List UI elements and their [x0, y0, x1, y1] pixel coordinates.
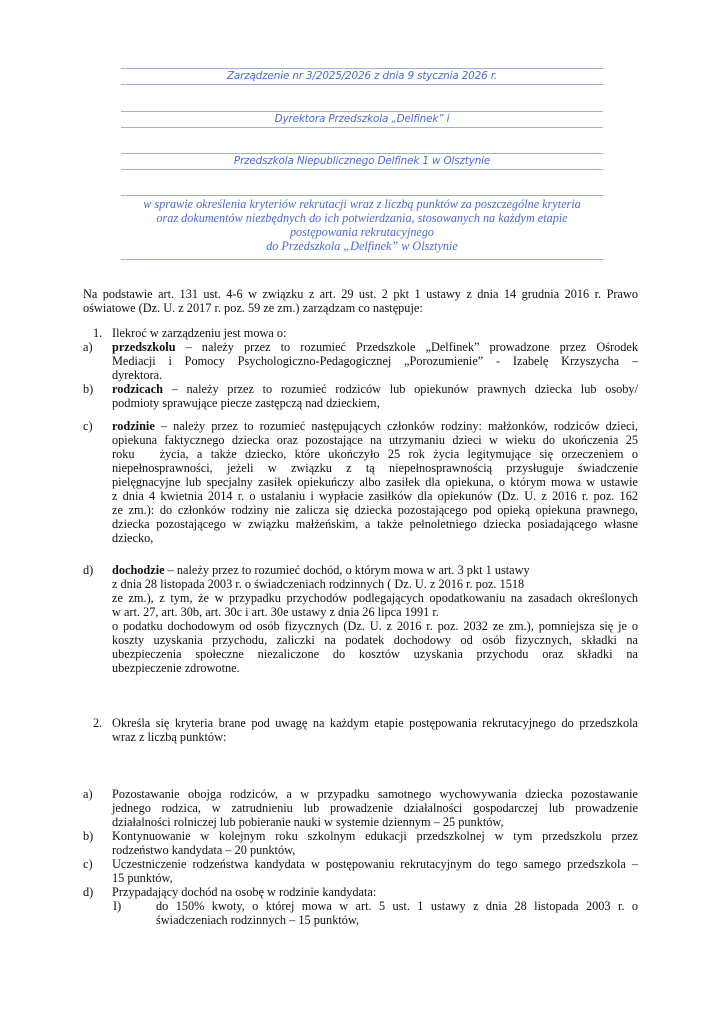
- criterion-subitem: [156, 899, 638, 927]
- subject-line: w sprawie określenia kryteriów rekrutacji wraz z liczbą punktów za poszczególne kryteria: [143, 197, 581, 211]
- item-line: Kontynuowanie w kolejnym roku szkolnym edukacji przedszkolnej w tym przedszkolu przez: [112, 829, 638, 843]
- criterion-item: [112, 857, 638, 885]
- decree-title: Zarządzenie nr 3/2025/2026 z dnia 9 stycznia 2026 r.: [226, 70, 498, 82]
- item-line: Pozostawanie obojga rodziców, a w przypadku samotnego wychowywania dziecka pozostawanie: [112, 787, 638, 801]
- intro-paragraph: [83, 287, 638, 315]
- header-rule: [121, 84, 603, 85]
- item-line: – należy przez to rozumieć Przedszkole „Delfinek” prowadzone przez Ośrodek: [175, 340, 638, 354]
- list-marker: a): [83, 340, 93, 354]
- item-line: ubezpieczenie zdrowotne.: [112, 661, 240, 675]
- definition-item: [112, 419, 638, 545]
- header-rule: [121, 259, 603, 260]
- item-line: niepełnosprawności, jeżeli w związku z tą niepełnosprawnością przysługuje świadczenie: [112, 461, 638, 475]
- header-rule: [121, 68, 603, 69]
- header-rule: [121, 127, 603, 128]
- definition-term: dochodzie: [112, 563, 165, 577]
- item-line: w art. 27, art. 30b, art. 30c i art. 30e ustawy z dnia 26 lipca 1991 r.: [112, 605, 439, 619]
- item-line: rodzeństwo kandydata – 20 punktów,: [112, 843, 296, 857]
- item-line: koszty uzyskania przychodu, zaliczki na podatek dochodowy od osób fizycznych, składki na: [112, 633, 638, 647]
- item-line: ze zm.), z tym, że w przypadku przychodów podlegających opodatkowaniu na zasadach określonych: [112, 591, 638, 605]
- intro-line: oświatowe (Dz. U. z 2017 r. poz. 59 ze zm.) zarządzam co następuje:: [83, 301, 423, 315]
- header-rule: [121, 195, 603, 196]
- item-line: – należy przez to rozumieć następujących członków rodziny: małżonków, rodziców dzieci,: [154, 419, 638, 433]
- section-title: Ilekroć w zarządzeniu jest mowa o:: [112, 326, 287, 340]
- item-line: ze zm.): do członków rodziny nie zalicza się dziecka pozostającego pod opieką opiekuna prawnego,: [112, 503, 638, 517]
- item-line: działalności rolniczej lub pobieranie nauki w systemie dziennym – 25 punktów,: [112, 815, 504, 829]
- definition-term: rodzicach: [112, 382, 164, 396]
- criterion-item: [112, 885, 638, 899]
- list-marker: c): [83, 857, 93, 871]
- item-line: z dnia 28 listopada 2003 r. o świadczeniach rodzinnych ( Dz. U. z 2016 r. poz. 1518: [112, 577, 525, 591]
- decree-subject: [112, 197, 612, 253]
- criterion-item: [112, 787, 638, 829]
- item-line: – należy przez to rozumieć dochód, o którym mowa w art. 3 pkt 1 ustawy: [164, 563, 530, 577]
- item-line: świadczeniach rodzinnych – 15 punktów,: [156, 913, 360, 927]
- item-line: roku życia, a także dziecko, które ukończyło 25 rok życia legitymujące się orzeczeniem o: [112, 447, 638, 461]
- item-line: 15 punktów,: [112, 871, 173, 885]
- item-line: dziecka pozostającego w związku małżeńskim, a także pełnoletniego dziecka posiadającego własne: [112, 517, 638, 531]
- item-line: Przypadający dochód na osobę w rodzinie kandydata:: [112, 885, 377, 899]
- item-line: o podatku dochodowym od osób fizycznych (Dz. U. z 2016 r. poz. 2032 ze zm.), pomniejsza się je o: [112, 619, 638, 633]
- definition-term: rodzinie: [112, 419, 155, 433]
- item-line: z dnia 4 kwietnia 2014 r. o ustalaniu i wypłacie zasiłków dla opiekunów (Dz. U. z 2016 r. poz. 162: [112, 489, 638, 503]
- definition-item: [112, 382, 638, 410]
- subject-line: postępowania rekrutacyjnego: [289, 225, 435, 239]
- item-line: jednego rodzica, w zatrudnieniu lub prowadzenie działalności gospodarczej lub prowadzenie: [112, 801, 638, 815]
- list-number: 1.: [93, 326, 103, 340]
- definition-item: [112, 563, 638, 675]
- subject-line: oraz dokumentów niezbędnych do ich potwierdzania, stosowanych na każdym etapie: [156, 211, 568, 225]
- item-line: dyrektora.: [112, 368, 163, 382]
- definition-item: [112, 340, 638, 382]
- header-rule: [121, 153, 603, 154]
- decree-institution: Przedszkola Niepublicznego Delfinek 1 w Olsztynie: [233, 155, 491, 167]
- list-marker: b): [83, 829, 94, 843]
- title-line: wraz z liczbą punktów:: [112, 730, 227, 744]
- header-rule: [121, 169, 603, 170]
- item-line: opiekuna faktycznego dziecka oraz pozostające na utrzymaniu dzieci w wieku do ukończenia 25: [112, 433, 638, 447]
- section-title: [112, 716, 638, 744]
- definition-term: przedszkolu: [112, 340, 176, 354]
- sublist-marker: I): [113, 899, 122, 913]
- criterion-item: [112, 829, 638, 857]
- item-line: do 150% kwoty, o której mowa w art. 5 ust. 1 ustawy z dnia 28 listopada 2003 r. o: [156, 899, 638, 913]
- item-line: pielęgnacyjne lub specjalny zasiłek opiekuńczy albo zasiłek dla opiekuna, o którym mowa w ustawie: [112, 475, 638, 489]
- item-line: – należy przez to rozumieć rodziców lub opiekunów prawnych dziecka lub osoby/: [163, 382, 638, 396]
- list-marker: d): [83, 563, 94, 577]
- list-marker: a): [83, 787, 93, 801]
- item-line: Uczestniczenie rodzeństwa kandydata w postępowaniu rekrutacyjnym do tego samego przedszkola –: [112, 857, 638, 871]
- subject-line: do Przedszkola „Delfinek” w Olsztynie: [266, 239, 458, 253]
- item-line: podmioty sprawujące piecze zastępczą nad dzieckiem,: [112, 396, 380, 410]
- title-line: Określa się kryteria brane pod uwagę na każdym etapie postępowania rekrutacyjnego do przedszkola: [112, 716, 638, 730]
- decree-issuer: Dyrektora Przedszkola „Delfinek” i: [274, 113, 450, 125]
- list-marker: d): [83, 885, 94, 899]
- list-marker: c): [83, 419, 93, 433]
- header-rule: [121, 111, 603, 112]
- item-line: Mediacji i Pomocy Psychologiczno-Pedagogicznej „Porozumienie” - Izabelę Krzyszycha –: [112, 354, 638, 368]
- list-number: 2.: [93, 716, 103, 730]
- intro-line: Na podstawie art. 131 ust. 4-6 w związku z art. 29 ust. 2 pkt 1 ustawy z dnia 14 grudnia 2016 r. Prawo: [83, 287, 638, 301]
- item-line: dziecko,: [112, 531, 154, 545]
- list-marker: b): [83, 382, 94, 396]
- item-line: ubezpieczenia społeczne niezaliczone do kosztów uzyskania przychodu oraz składki na: [112, 647, 638, 661]
